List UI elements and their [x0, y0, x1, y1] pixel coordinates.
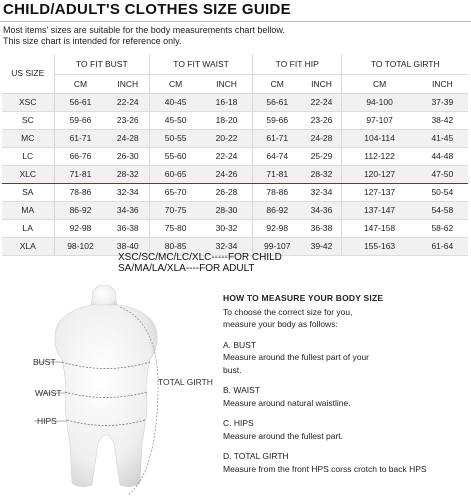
size-code-cell: LA	[2, 219, 54, 237]
howto-heading: HOW TO MEASURE YOUR BODY SIZE	[223, 293, 384, 303]
mannequin-figure	[0, 283, 215, 500]
table-row	[2, 165, 468, 183]
measurement-cell: 32-34	[106, 183, 149, 201]
measurement-cell: 60-65	[150, 165, 201, 183]
measurement-cell: 147-158	[342, 219, 417, 237]
measurement-cell: 22-24	[201, 147, 252, 165]
hips-title: C. HIPS	[223, 418, 254, 428]
table-row	[2, 183, 468, 201]
measurement-cell: 41-45	[417, 129, 468, 147]
measurement-cell: 80-85	[150, 237, 201, 255]
measurement-cell: 50-54	[417, 183, 468, 201]
table-row	[2, 219, 468, 237]
measurement-cell: 28-32	[302, 165, 342, 183]
unit-inch: INCH	[417, 74, 468, 93]
measurement-cell: 155-163	[342, 237, 417, 255]
measurement-cell: 23-26	[302, 111, 342, 129]
measurement-cell: 16-18	[201, 93, 252, 111]
measurement-cell: 112-122	[342, 147, 417, 165]
unit-cm: CM	[253, 74, 302, 93]
measurement-cell: 66-76	[54, 147, 106, 165]
size-legend	[118, 252, 282, 274]
measurement-cell: 34-36	[106, 201, 149, 219]
measurement-cell: 24-28	[302, 129, 342, 147]
measurement-cell: 45-50	[150, 111, 201, 129]
size-chart-table	[2, 54, 468, 256]
measurement-cell: 56-61	[54, 93, 106, 111]
measurement-cell: 98-102	[54, 237, 106, 255]
measurement-cell: 78-86	[253, 183, 302, 201]
measurement-cell: 94-100	[342, 93, 417, 111]
measurement-cell: 65-70	[150, 183, 201, 201]
mannequin-illustration	[0, 283, 215, 500]
measurement-cell: 99-107	[253, 237, 302, 255]
table-row	[2, 147, 468, 165]
measurement-cell: 92-98	[253, 219, 302, 237]
measurement-cell: 30-32	[201, 219, 252, 237]
hips-label: HIPS	[37, 416, 57, 426]
measurement-cell: 47-50	[417, 165, 468, 183]
measurement-cell: 137-147	[342, 201, 417, 219]
measurement-cell: 127-137	[342, 183, 417, 201]
total-girth-instruction: Measure from the front HPS corss crotch to back HPS	[223, 463, 427, 474]
header-waist: TO FIT WAIST	[150, 54, 253, 74]
how-to-measure	[223, 292, 468, 475]
measurement-cell: 40-45	[150, 93, 201, 111]
measurement-cell: 78-86	[54, 183, 106, 201]
size-code-cell: SC	[2, 111, 54, 129]
size-code-cell: SA	[2, 183, 54, 201]
measurement-cell: 28-32	[106, 165, 149, 183]
legend-adult: SA/MA/LA/XLA----FOR ADULT	[118, 263, 255, 274]
table-row	[2, 129, 468, 147]
measurement-cell: 22-24	[106, 93, 149, 111]
measurement-cell: 28-30	[201, 201, 252, 219]
header-us-size: US SIZE	[2, 54, 54, 93]
size-code-cell: MA	[2, 201, 54, 219]
measurement-cell: 26-30	[106, 147, 149, 165]
unit-cm: CM	[54, 74, 106, 93]
table-row	[2, 201, 468, 219]
intro-line-1: Most items' sizes are suitable for the body measurements chart bellow.	[3, 25, 285, 35]
measurement-cell: 44-48	[417, 147, 468, 165]
unit-inch: INCH	[201, 74, 252, 93]
howto-intro-2: measure your body as follows:	[223, 319, 338, 329]
measurement-cell: 92-98	[54, 219, 106, 237]
measurement-cell: 24-28	[106, 129, 149, 147]
title-divider	[0, 21, 471, 22]
bust-instruction-2: bust.	[223, 364, 242, 375]
measurement-cell: 38-42	[417, 111, 468, 129]
measurement-cell: 59-66	[54, 111, 106, 129]
measurement-cell: 34-36	[302, 201, 342, 219]
measurement-cell: 37-39	[417, 93, 468, 111]
bust-title: A. BUST	[223, 339, 257, 350]
mannequin-torso	[55, 305, 157, 487]
table-row	[2, 111, 468, 129]
measurement-cell: 86-92	[253, 201, 302, 219]
measurement-cell: 71-81	[253, 165, 302, 183]
size-code-cell: XLA	[2, 237, 54, 255]
table-body	[2, 93, 468, 255]
unit-cm: CM	[342, 74, 417, 93]
table-header-units	[2, 74, 468, 93]
measurement-cell: 120-127	[342, 165, 417, 183]
unit-inch: INCH	[302, 74, 342, 93]
total-girth-label: TOTAL GIRTH	[158, 377, 213, 387]
measurement-cell: 38-40	[106, 237, 149, 255]
measurement-cell: 36-38	[106, 219, 149, 237]
measurement-cell: 54-58	[417, 201, 468, 219]
measurement-cell: 71-81	[54, 165, 106, 183]
measurement-cell: 61-71	[54, 129, 106, 147]
measurement-cell: 59-66	[253, 111, 302, 129]
size-code-cell: XLC	[2, 165, 54, 183]
size-code-cell: XSC	[2, 93, 54, 111]
measurement-cell: 25-29	[302, 147, 342, 165]
measurement-cell: 26-28	[201, 183, 252, 201]
measurement-cell: 97-107	[342, 111, 417, 129]
size-code-cell: LC	[2, 147, 54, 165]
table-row	[2, 93, 468, 111]
measurement-cell: 61-71	[253, 129, 302, 147]
measurement-cell: 58-62	[417, 219, 468, 237]
waist-label: WAIST	[35, 388, 62, 398]
measurement-cell: 55-60	[150, 147, 201, 165]
measurement-cell: 36-38	[302, 219, 342, 237]
total-girth-title: D. TOTAL GIRTH	[223, 451, 289, 461]
measurement-cell: 64-74	[253, 147, 302, 165]
bust-label: BUST	[33, 357, 56, 367]
measurement-cell: 22-24	[302, 93, 342, 111]
measurement-cell: 70-75	[150, 201, 201, 219]
measurement-cell: 23-26	[106, 111, 149, 129]
intro-text	[3, 25, 285, 47]
intro-line-2: This size chart is intended for reference only.	[3, 36, 182, 46]
table-header-groups	[2, 54, 468, 74]
size-code-cell: MC	[2, 129, 54, 147]
unit-inch: INCH	[106, 74, 149, 93]
measurement-cell: 32-34	[201, 237, 252, 255]
measurement-cell: 104-114	[342, 129, 417, 147]
mannequin-neck	[91, 285, 117, 307]
legend-child: XSC/SC/MC/LC/XLC-----FOR CHILD	[118, 252, 282, 263]
measurement-cell: 39-42	[302, 237, 342, 255]
header-total-girth: TO TOTAL GIRTH	[342, 54, 468, 74]
measurement-cell: 86-92	[54, 201, 106, 219]
measurement-cell: 20-22	[201, 129, 252, 147]
waist-title: B. WAIST	[223, 385, 260, 395]
howto-intro-1: To choose the correct size for you,	[223, 306, 353, 317]
unit-cm: CM	[150, 74, 201, 93]
measurement-cell: 56-61	[253, 93, 302, 111]
bust-instruction-1: Measure around the fullest part of your	[223, 352, 369, 362]
measurement-cell: 61-64	[417, 237, 468, 255]
waist-instruction: Measure around natural waistline.	[223, 397, 351, 408]
measurement-cell: 50-55	[150, 129, 201, 147]
header-hip: TO FIT HIP	[253, 54, 342, 74]
measurement-cell: 18-20	[201, 111, 252, 129]
hips-instruction: Measure around the fullest part.	[223, 430, 344, 441]
measurement-cell: 75-80	[150, 219, 201, 237]
measurement-cell: 32-34	[302, 183, 342, 201]
header-bust: TO FIT BUST	[54, 54, 150, 74]
measurement-cell: 24-26	[201, 165, 252, 183]
page-title: CHILD/ADULT'S CLOTHES SIZE GUIDE	[3, 1, 291, 18]
